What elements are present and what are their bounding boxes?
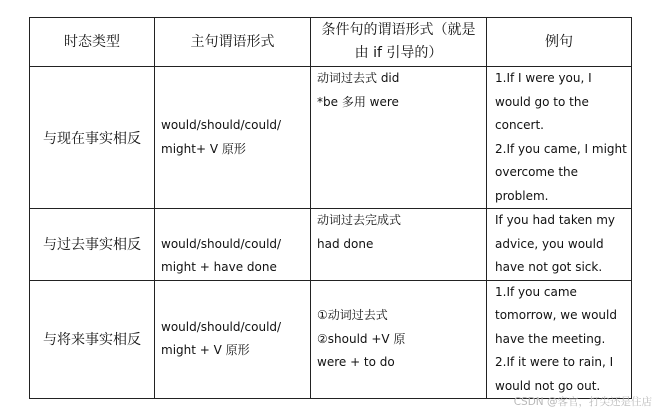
cell-line: ①动词过去式: [317, 308, 388, 322]
cell-line: would/should/could/: [161, 118, 282, 132]
tense-type-cell: 与将来事实相反: [30, 280, 155, 399]
tense-type-cell: 与现在事实相反: [30, 67, 155, 209]
cell-line: had done: [317, 236, 374, 251]
cell-line: might+ V 原形: [161, 141, 246, 156]
condition-clause-cell: [311, 209, 487, 281]
example-cell: [487, 67, 632, 209]
main-clause-cell: [155, 209, 311, 281]
cell-line: tomorrow, we would: [495, 308, 617, 322]
table-row: [30, 209, 632, 281]
cell-line: would/should/could/: [161, 319, 282, 334]
cell-line: 动词过去式 did: [317, 71, 400, 85]
cell-line: might + have done: [161, 260, 277, 274]
table-row: [30, 67, 632, 209]
cell-line: ②should +V 原: [317, 331, 406, 346]
cell-line: would not go out.: [495, 378, 601, 393]
cell-line: concert.: [495, 118, 544, 132]
main-clause-cell: [155, 67, 311, 209]
cell-line: 2.If it were to rain, I: [495, 355, 614, 369]
cell-line: 动词过去完成式: [317, 213, 402, 227]
condition-clause-cell: [311, 280, 487, 399]
header-tense-type: 时态类型: [30, 18, 155, 67]
cell-line: 2.If you came, I might: [495, 141, 627, 156]
table-row: [30, 280, 632, 399]
cell-line: overcome the: [495, 165, 579, 179]
header-row: [30, 18, 632, 67]
condition-clause-cell: [311, 67, 487, 209]
cell-line: If you had taken my: [495, 213, 616, 227]
cell-line: might + V 原形: [161, 343, 250, 358]
tense-type-cell: 与过去事实相反: [30, 209, 155, 281]
cell-line: *be 多用 were: [317, 94, 399, 109]
cell-line: advice, you would: [495, 236, 604, 251]
cell-line: were + to do: [317, 355, 395, 369]
cell-line: 1.If you came: [495, 284, 577, 299]
main-clause-cell: [155, 280, 311, 399]
cell-line: problem.: [495, 188, 549, 203]
cell-line: would go to the: [495, 94, 589, 109]
cell-line: 1.If I were you, I: [495, 71, 592, 85]
example-cell: [487, 280, 632, 399]
example-cell: [487, 209, 632, 281]
watermark: CSDN @客官，打尖还是住店: [513, 396, 652, 408]
cell-line: would/should/could/: [161, 236, 282, 251]
header-example: 例句: [487, 18, 632, 67]
header-condition-clause: 条件句的谓语形式（就是由 if 引导的）: [311, 18, 487, 67]
cell-line: have the meeting.: [495, 331, 606, 346]
header-main-clause: 主句谓语形式: [155, 18, 311, 67]
cell-line: have not got sick.: [495, 260, 603, 274]
grammar-table: [29, 17, 632, 399]
